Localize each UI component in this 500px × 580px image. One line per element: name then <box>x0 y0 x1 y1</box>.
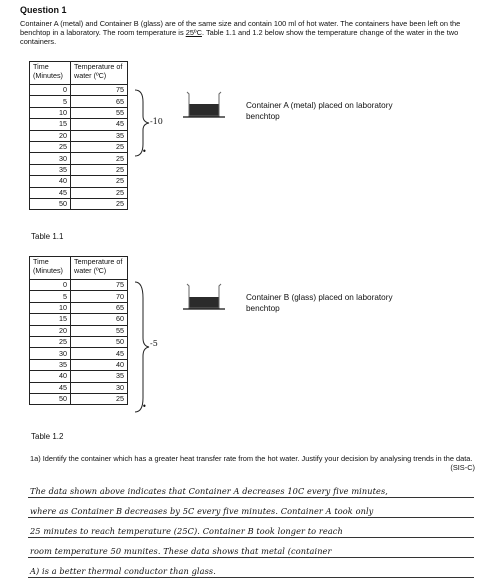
container-b-label: Container B (glass) placed on laboratory benchtop <box>246 293 393 313</box>
table-1-1-body <box>30 85 128 210</box>
table-row <box>30 382 128 393</box>
intro-paragraph <box>20 19 482 46</box>
temperature-cell: 45 <box>71 119 128 130</box>
temperature-cell: 25 <box>71 153 128 164</box>
temperature-cell: 75 <box>71 280 128 291</box>
time-cell: 25 <box>30 141 71 152</box>
table-row <box>30 176 128 187</box>
temperature-cell: 25 <box>71 187 128 198</box>
temperature-cell: 50 <box>71 336 128 347</box>
time-cell: 5 <box>30 291 71 302</box>
table-row <box>30 371 128 382</box>
temperature-cell: 65 <box>71 96 128 107</box>
handwritten-answer-line: room temperature 50 munites. These data shows that metal (container <box>30 546 332 556</box>
table-row <box>30 187 128 198</box>
table-row <box>30 302 128 313</box>
temperature-cell: 25 <box>71 198 128 209</box>
table-1-2-body <box>30 280 128 405</box>
temperature-cell: 45 <box>71 348 128 359</box>
table-row <box>30 314 128 325</box>
time-cell: 15 <box>30 119 71 130</box>
table-row <box>30 153 128 164</box>
temperature-cell: 60 <box>71 314 128 325</box>
intro-text-2: . Table 1.1 and 1.2 below show the temperature change of the water in the two containers. <box>20 28 459 46</box>
temperature-cell: 25 <box>71 393 128 404</box>
table-1-1-caption: Table 1.1 <box>31 232 64 241</box>
beaker-icon-a <box>183 90 225 118</box>
table-row <box>30 393 128 404</box>
temperature-cell: 25 <box>71 141 128 152</box>
time-header: Time (Minutes) <box>30 257 71 280</box>
time-cell: 45 <box>30 187 71 198</box>
time-cell: 35 <box>30 164 71 175</box>
time-cell: 5 <box>30 96 71 107</box>
table-row <box>30 119 128 130</box>
temperature-cell: 55 <box>71 325 128 336</box>
time-cell: 40 <box>30 371 71 382</box>
time-cell: 20 <box>30 325 71 336</box>
time-cell: 25 <box>30 336 71 347</box>
question-title: Question 1 <box>20 5 67 15</box>
table-row <box>30 141 128 152</box>
time-cell: 50 <box>30 393 71 404</box>
table-1-2-caption: Table 1.2 <box>31 432 64 441</box>
table-row <box>30 107 128 118</box>
temperature-cell: 40 <box>71 359 128 370</box>
temperature-header: Temperature of water (ºC) <box>71 257 128 280</box>
question-code: (SIS-C) <box>450 463 475 472</box>
table-1-1 <box>29 61 128 210</box>
temperature-cell: 25 <box>71 164 128 175</box>
time-cell: 15 <box>30 314 71 325</box>
rate-annotation-1: -10 <box>150 117 163 126</box>
intro-room-temp: 25ºC <box>185 28 202 37</box>
time-cell: 10 <box>30 302 71 313</box>
time-cell: 0 <box>30 280 71 291</box>
table-row <box>30 164 128 175</box>
time-cell: 40 <box>30 176 71 187</box>
handwritten-answer-line: A) is a better thermal conductor than glass. <box>30 566 216 576</box>
handwritten-answer-line: 25 minutes to reach temperature (25C). Container B took longer to reach <box>30 526 343 536</box>
handwritten-answer-line: The data shown above indicates that Container A decreases 10C every five minutes, <box>30 486 388 496</box>
time-cell: 35 <box>30 359 71 370</box>
temperature-cell: 65 <box>71 302 128 313</box>
temperature-cell: 55 <box>71 107 128 118</box>
table-row <box>30 280 128 291</box>
question-1a: 1a) Identify the container which has a greater heat transfer rate from the hot water. Justify your decision by analysing trends in the data. <box>30 454 473 463</box>
intro-text-1: Container A (metal) and Container B (glass) are of the same size and contain 100 ml of hot water. The containers have been left on the benchtop in a laboratory. The room temperature is <box>20 19 461 37</box>
container-a-label: Container A (metal) placed on laboratory benchtop <box>246 101 393 121</box>
temperature-cell: 70 <box>71 291 128 302</box>
temperature-cell: 75 <box>71 85 128 96</box>
temperature-cell: 35 <box>71 371 128 382</box>
table-row <box>30 291 128 302</box>
time-cell: 45 <box>30 382 71 393</box>
table-row <box>30 85 128 96</box>
table-row <box>30 325 128 336</box>
time-cell: 50 <box>30 198 71 209</box>
temperature-header: Temperature of water (ºC) <box>71 62 128 85</box>
dot-mark-2: • <box>142 402 147 411</box>
time-cell: 20 <box>30 130 71 141</box>
table-row <box>30 348 128 359</box>
rate-annotation-2: -5 <box>150 339 158 348</box>
temperature-cell: 30 <box>71 382 128 393</box>
table-row <box>30 359 128 370</box>
temperature-cell: 25 <box>71 176 128 187</box>
time-header: Time (Minutes) <box>30 62 71 85</box>
temperature-cell: 35 <box>71 130 128 141</box>
time-cell: 10 <box>30 107 71 118</box>
dot-mark-1: • <box>142 147 147 156</box>
time-cell: 30 <box>30 348 71 359</box>
beaker-icon-b <box>183 282 225 310</box>
time-cell: 30 <box>30 153 71 164</box>
table-1-2 <box>29 256 128 405</box>
table-row <box>30 130 128 141</box>
table-row <box>30 336 128 347</box>
table-row <box>30 96 128 107</box>
table-row <box>30 198 128 209</box>
handwritten-answer-line: where as Container B decreases by 5C every five minutes. Container A took only <box>30 506 374 516</box>
time-cell: 0 <box>30 85 71 96</box>
